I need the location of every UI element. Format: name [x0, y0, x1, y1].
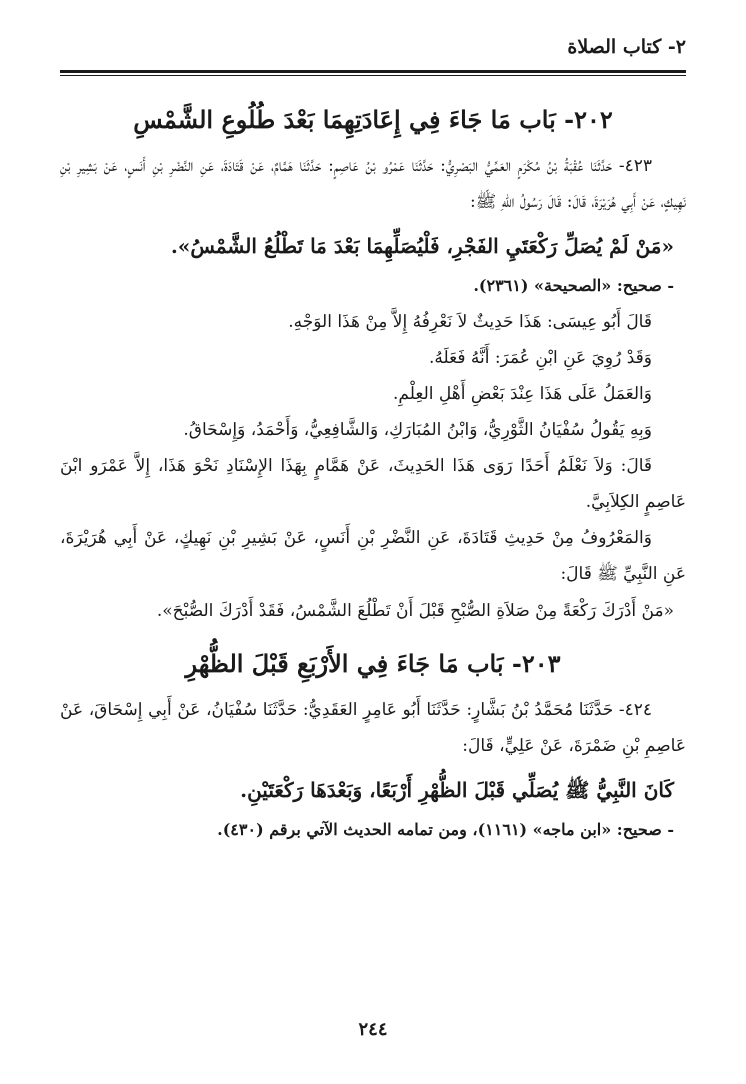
- section-spacer: [60, 630, 686, 642]
- chapter-title-203: ٢٠٣- بَاب مَا جَاءَ فِي الأَرْبَعِ قَبْلَ الظُّهْرِ: [185, 649, 561, 678]
- commentary-line-6: وَالمَعْرُوفُ مِنْ حَدِيثِ قَتَادَةَ، عَنِ النَّضْرِ بْنِ أَنَسٍ، عَنْ بَشِيرِ بْنِ نَهِيكٍ، عَنْ أَبِي هُرَيْرَةَ، عَنِ النَّبِيِّ ﷺ قَالَ:: [60, 528, 686, 584]
- commentary-line-4: وَبِهِ يَقُولُ سُفْيَانُ الثَّوْرِيُّ، وَابْنُ المُبَارَكِ، وَالشَّافِعِيُّ، وَأَحْمَدُ، وَإِسْحَاقُ.: [183, 420, 652, 440]
- chapter-title-202: ٢٠٢- بَاب مَا جَاءَ فِي إِعَادَتِهِمَا بَعْدَ طُلُوعِ الشَّمْسِ: [133, 105, 613, 134]
- commentary-line-2: وَقَدْ رُوِيَ عَنِ ابْنِ عُمَرَ: أَنَّهُ فَعَلَهُ.: [428, 348, 652, 368]
- page-number: ٢٤٤: [358, 1019, 388, 1040]
- hadith-423-isnad: ٤٢٣- حَدَّثَنَا عُقْبَةُ بْنُ مُكْرَمٍ العَمِّيُّ البَصْرِيُّ: حَدَّثَنَا عَمْرُو بْنُ عَاصِمٍ: حَدَّثَنَا هَمَّامٌ، عَنْ قَتَادَةَ، عَنِ النَّضْرِ بْنِ أَنَسٍ، عَنْ بَشِيرِ بْنِ نَهِيكٍ، عَنْ أَبِي هُرَيْرَةَ، قَالَ: قَالَ رَسُولُ اللهِ ﷺ:: [60, 156, 686, 212]
- header-thin-rule: [60, 75, 686, 76]
- header-thick-rule: [60, 70, 686, 73]
- page-header: [60, 36, 686, 68]
- hadith-424-matn: كَانَ النَّبِيُّ ﷺ يُصَلِّي قَبْلَ الظُّهْرِ أَرْبَعًا، وَبَعْدَهَا رَكْعَتَيْنِ.: [240, 778, 674, 802]
- running-title: ٢- كتاب الصلاة: [567, 36, 686, 58]
- commentary-line-3: وَالعَمَلُ عَلَى هَذَا عِنْدَ بَعْضِ أَهْلِ العِلْمِ.: [393, 384, 652, 404]
- hadith-quote: «مَنْ أَدْرَكَ رَكْعَةً مِنْ صَلاَةِ الصُّبْحِ قَبْلَ أَنْ تَطْلُعَ الشَّمْسُ، فَقَدْ أَدْرَكَ الصُّبْحَ».: [156, 601, 674, 621]
- page-content: [60, 98, 686, 848]
- hadith-423-grading: - صحيح: «الصحيحة» (٢٣٦١).: [473, 276, 674, 295]
- hadith-424-grading: - صحيح: «ابن ماجه» (١١٦١)، ومن تمامه الحديث الآتي برقم (٤٣٠).: [217, 820, 674, 839]
- commentary-line-1: قَالَ أَبُو عِيسَى: هَذَا حَدِيثٌ لاَ نَعْرِفُهُ إِلاَّ مِنْ هَذَا الوَجْهِ.: [288, 312, 652, 332]
- hadith-423-matn: «مَنْ لَمْ يُصَلِّ رَكْعَتَيِ الفَجْرِ، فَلْيُصَلِّهِمَا بَعْدَ مَا تَطْلُعُ الشَّمْسُ».: [170, 234, 674, 258]
- commentary-line-5: قَالَ: وَلاَ نَعْلَمُ أَحَدًا رَوَى هَذَا الحَدِيثَ، عَنْ هَمَّامٍ بِهَذَا الإِسْنَادِ نَحْوَ هَذَا، إِلاَّ عَمْرَو ابْنَ عَاصِمٍ الكِلاَبِيَّ.: [60, 456, 686, 512]
- hadith-424-isnad: ٤٢٤- حَدَّثَنَا مُحَمَّدُ بْنُ بَشَّارٍ: حَدَّثَنَا أَبُو عَامِرٍ العَقَدِيُّ: حَدَّثَنَا سُفْيَانُ، عَنْ أَبِي إِسْحَاقَ، عَنْ عَاصِمِ بْنِ ضَمْرَةَ، عَنْ عَلِيٍّ، قَالَ:: [60, 700, 686, 756]
